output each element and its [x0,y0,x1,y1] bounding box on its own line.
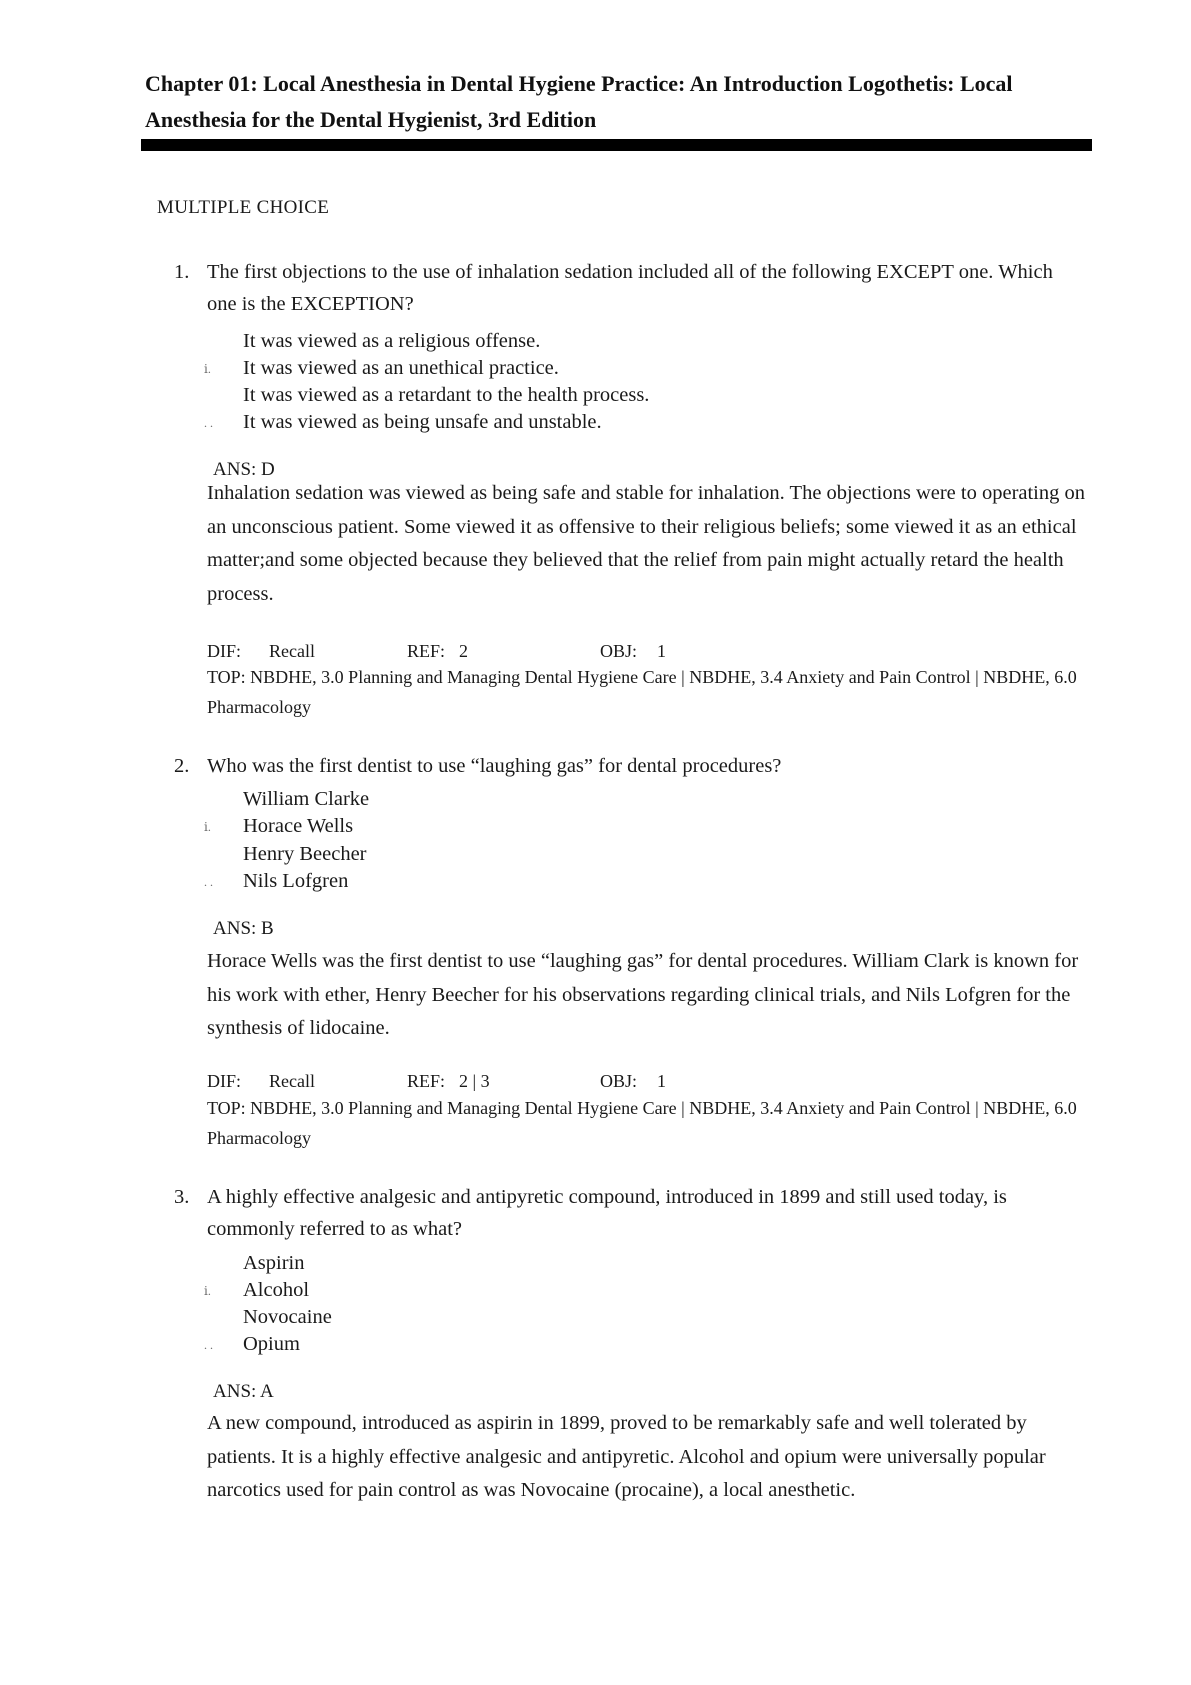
answer-key: ANS: B [213,918,274,939]
option-text: It was viewed as a religious offense. [243,330,541,352]
option-c[interactable] [0,382,800,409]
option-letter: ⅰ. [204,820,211,834]
option-text: It was viewed as a retardant to the health process. [243,384,650,406]
option-text: Alcohol [243,1279,310,1301]
topic-tags: TOP: NBDHE, 3.0 Planning and Managing Dental Hygiene Care | NBDHE, 3.4 Anxiety and Pain Control | NBDHE, 6.0 Pharmacology [207,667,1077,717]
option-letter: . . [204,416,213,430]
question-stem: A highly effective analgesic and antipyretic compound, introduced in 1899 and still used today, is commonly referred to as what? [207,1186,1007,1240]
question-stem: The first objections to the use of inhalation sedation included all of the following EXCEPT one. Which one is the EXCEPTION? [207,261,1053,315]
ref-label: REF: [407,641,446,661]
option-c[interactable] [0,1304,800,1331]
answer-key: ANS: A [213,1381,274,1402]
option-d[interactable] [0,409,800,436]
obj-value: 1 [657,641,666,661]
dif-value: Recall [269,1071,315,1091]
question-number: 3. [174,1186,190,1208]
header-divider [141,139,1092,151]
section-heading: MULTIPLE CHOICE [157,197,330,218]
dif-label: DIF: [207,1071,242,1091]
rationale: A new compound, introduced as aspirin in 1899, proved to be remarkably safe and well tolerated by patients. It is a highly effective analgesic and antipyretic. Alcohol and opium were universally popular narcotics used for pain control as was Novocaine (procaine), a local anesthetic. [207,1412,1046,1501]
answer-key: ANS: D [213,459,275,480]
option-b[interactable] [0,1277,800,1304]
option-text: It was viewed as an unethical practice. [243,357,559,379]
option-a[interactable] [0,328,800,355]
option-text: Opium [243,1333,300,1355]
option-text: Aspirin [243,1252,305,1274]
option-text: Novocaine [243,1306,332,1328]
option-a[interactable] [0,1250,800,1277]
ref-value: 2 | 3 [459,1071,490,1091]
obj-value: 1 [657,1071,666,1091]
option-d[interactable] [0,1331,800,1358]
option-c[interactable] [0,841,800,868]
option-letter: . . [204,1338,213,1352]
obj-label: OBJ: [600,1071,638,1091]
question-number: 1. [174,261,190,283]
dif-label: DIF: [207,641,242,661]
rationale: Horace Wells was the first dentist to use “laughing gas” for dental procedures. William Clark is known for his work with ether, Henry Beecher for his observations regarding clinical trials, and Nils Lofgren for the synthesis of lidocaine. [207,950,1079,1039]
ref-label: REF: [407,1071,446,1091]
option-a[interactable] [0,786,800,813]
option-b[interactable] [0,355,800,382]
option-text: William Clarke [243,788,370,810]
option-letter: ⅰ. [204,362,211,376]
dif-value: Recall [269,641,315,661]
chapter-title: Chapter 01: Local Anesthesia in Dental Hygiene Practice: An Introduction Logothetis: Local Anesthesia for the Dental Hygienist, 3rd Edition [145,71,1013,132]
option-text: Henry Beecher [243,843,367,865]
obj-label: OBJ: [600,641,638,661]
topic-tags: TOP: NBDHE, 3.0 Planning and Managing Dental Hygiene Care | NBDHE, 3.4 Anxiety and Pain Control | NBDHE, 6.0 Pharmacology [207,1098,1077,1148]
question-number: 2. [174,755,190,777]
option-d[interactable] [0,868,800,895]
option-letter: ⅰ. [204,1284,211,1298]
question-stem: Who was the first dentist to use “laughing gas” for dental procedures? [207,755,782,777]
option-letter: . . [204,875,213,889]
ref-value: 2 [459,641,468,661]
option-text: It was viewed as being unsafe and unstable. [243,411,602,433]
rationale: Inhalation sedation was viewed as being safe and stable for inhalation. The objections were to operating on an unconscious patient. Some viewed it as offensive to their religious beliefs; some viewed it as an ethical matter;and some objected because they believed that the relief from pain might actually retard the health process. [207,482,1086,605]
option-b[interactable] [0,813,800,840]
option-text: Horace Wells [243,815,354,837]
option-text: Nils Lofgren [243,870,349,892]
